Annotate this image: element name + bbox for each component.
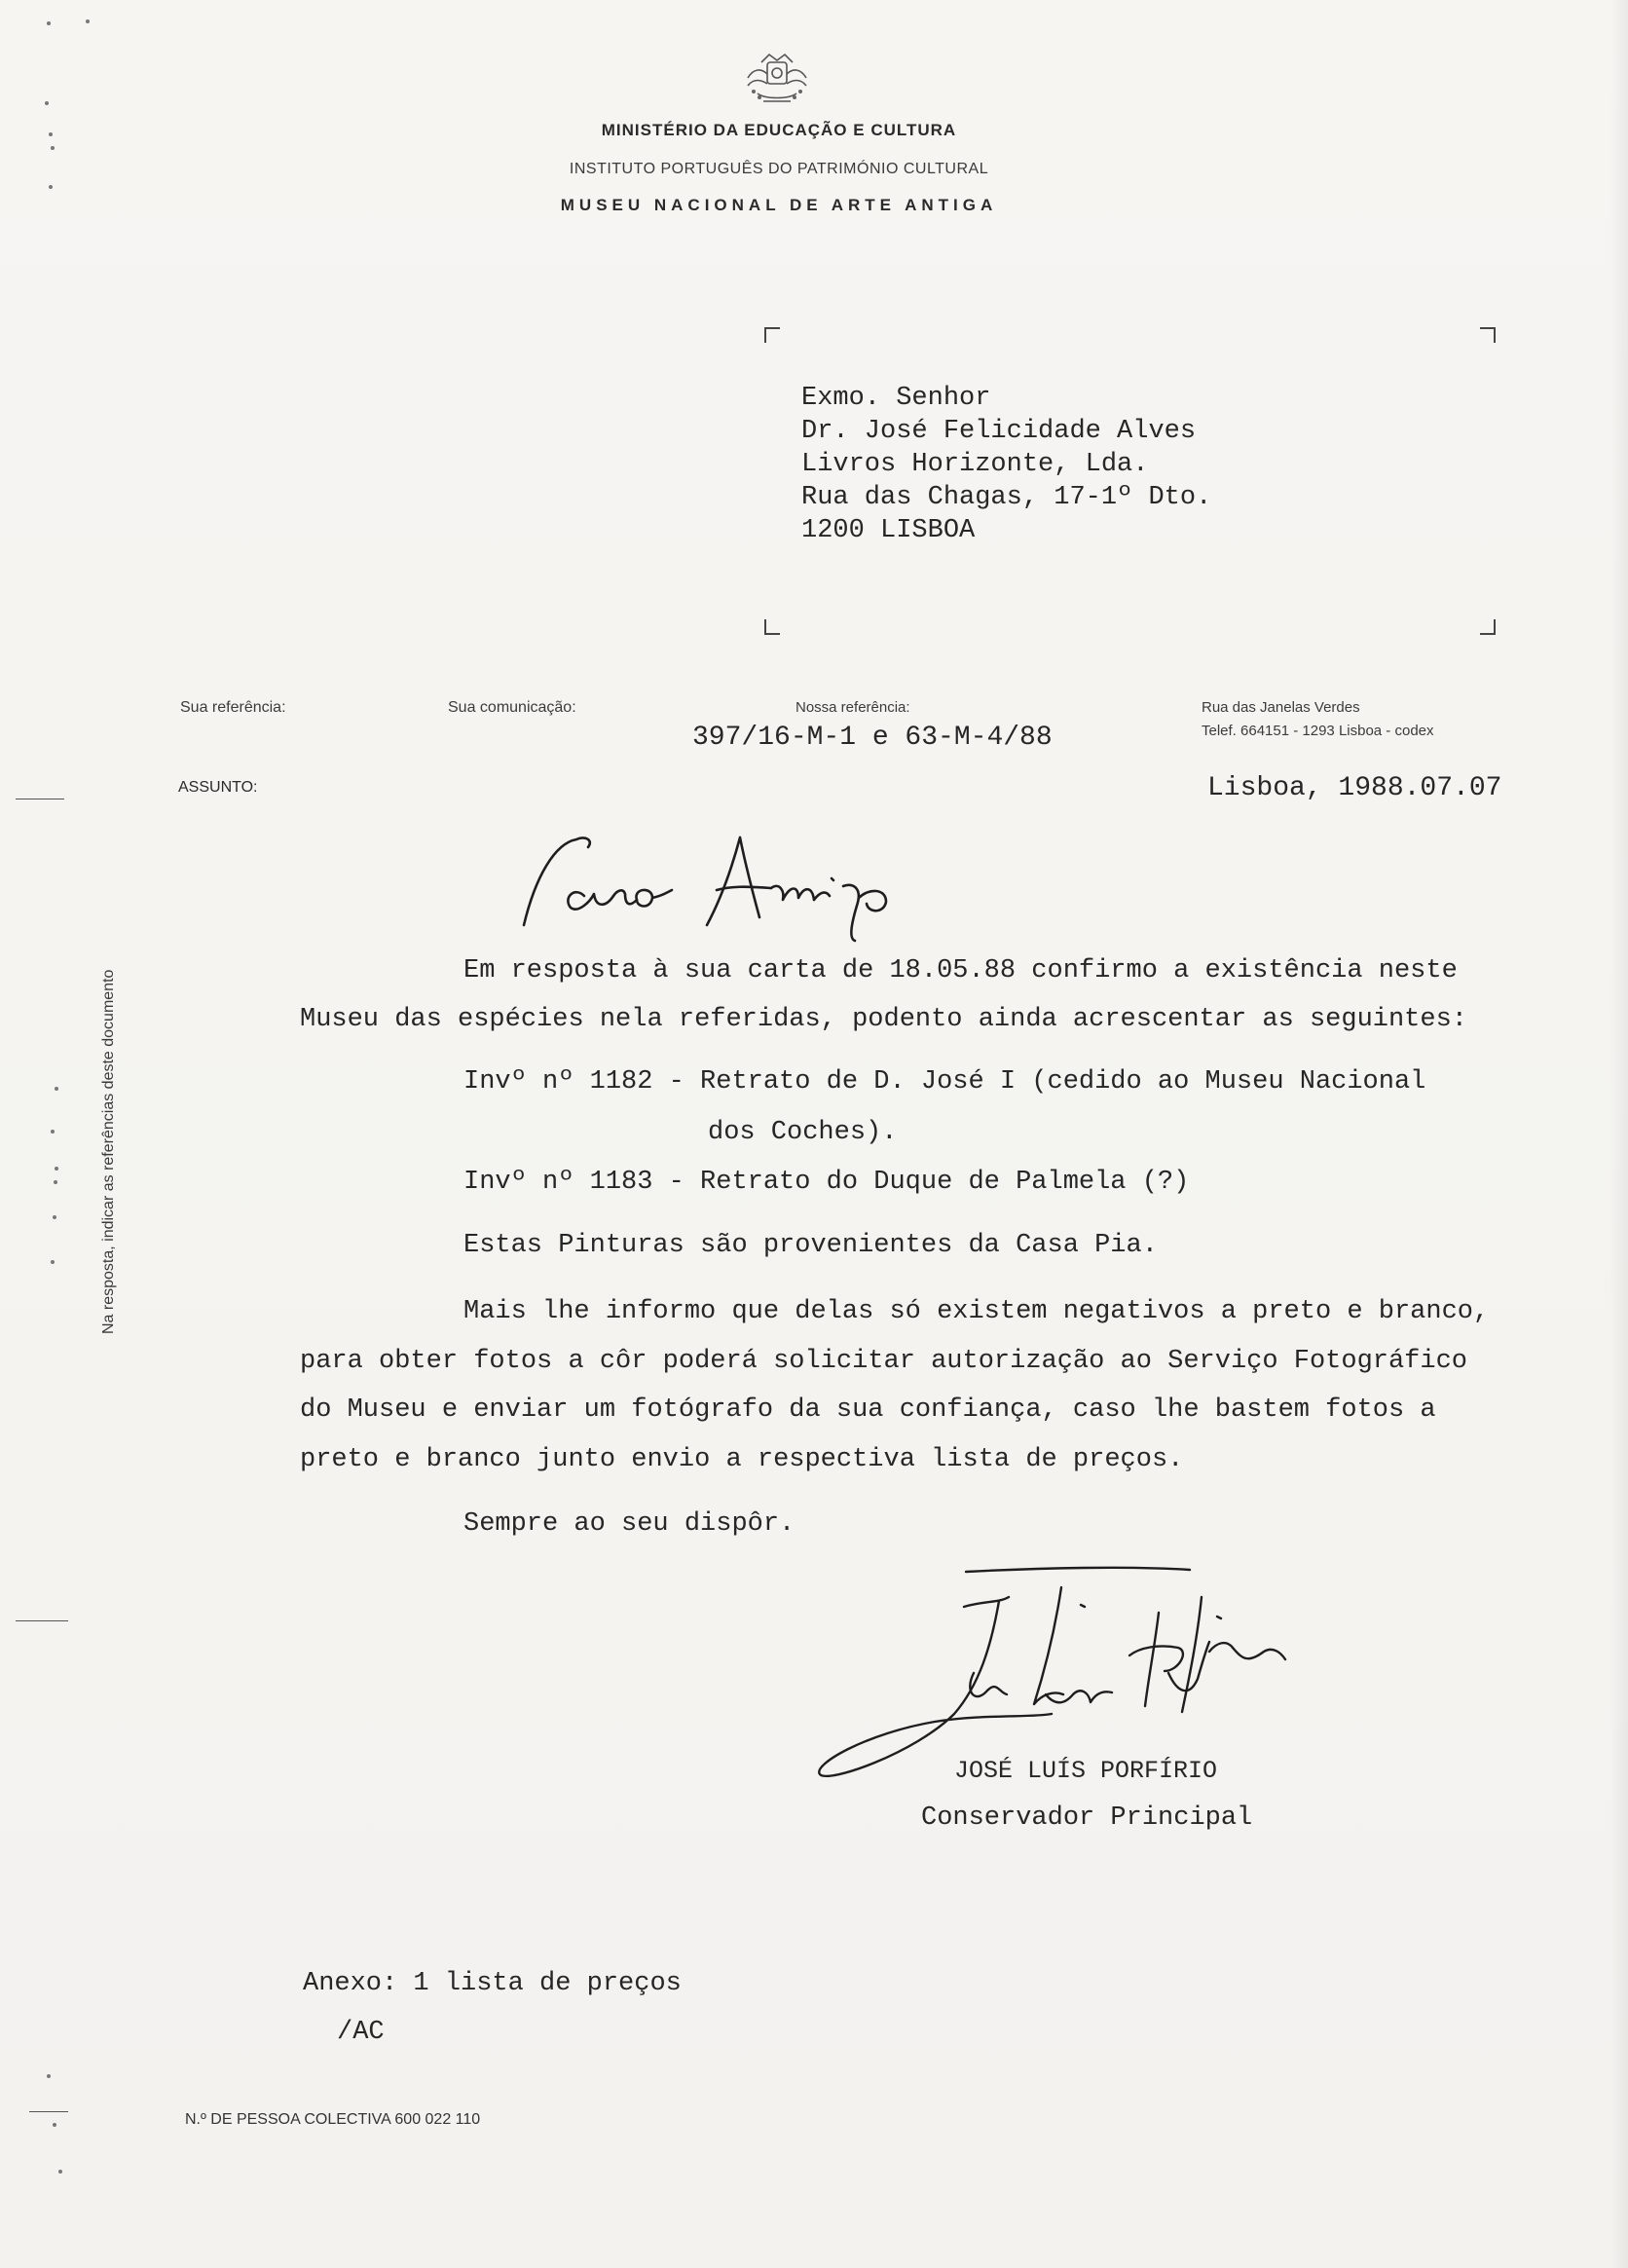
paper-speck	[86, 19, 90, 23]
address-corner-mark	[764, 619, 780, 635]
paragraph-line: para obter fotos a côr poderá solicitar autorização ao Serviço Fotográfico	[300, 1347, 1467, 1376]
paragraph-line: Estas Pinturas são provenientes da Casa Pia.	[463, 1231, 1158, 1260]
paper-speck	[53, 2123, 56, 2127]
paper-speck	[53, 1215, 56, 1219]
signatory-name: JOSÉ LUÍS PORFÍRIO	[954, 1757, 1218, 1785]
assunto-label: ASSUNTO:	[178, 779, 258, 796]
address-corner-mark	[1480, 619, 1496, 635]
paper-speck	[55, 1167, 58, 1171]
recipient-line: 1200 LISBOA	[801, 516, 976, 545]
paper-speck	[49, 185, 53, 189]
nossa-referencia-value: 397/16-M-1 e 63-M-4/88	[692, 723, 1053, 753]
paragraph-line: Museu das espécies nela referidas, podento ainda acrescentar as seguintes:	[300, 1005, 1467, 1034]
paper-speck	[55, 1087, 58, 1091]
signatory-title: Conservador Principal	[921, 1803, 1253, 1833]
sua-comunicacao-label: Sua comunicação:	[448, 699, 576, 716]
fold-mark	[16, 1620, 68, 1621]
paper-speck	[47, 21, 51, 25]
museum-phone: Telef. 664151 - 1293 Lisboa - codex	[1202, 723, 1434, 739]
inventory-item: Invº nº 1183 - Retrato do Duque de Palmela (?)	[463, 1168, 1190, 1197]
annex-line: Anexo: 1 lista de preços	[303, 1969, 682, 1998]
pessoa-colectiva-number: N.º DE PESSOA COLECTIVA 600 022 110	[185, 2111, 481, 2128]
coat-of-arms-icon	[740, 49, 814, 111]
fold-mark	[29, 2111, 68, 2112]
closing-line: Sempre ao seu dispôr.	[463, 1509, 796, 1539]
paper-speck	[47, 2074, 51, 2078]
inventory-item: Invº nº 1182 - Retrato de D. José I (cedido ao Museu Nacional	[463, 1067, 1426, 1097]
paper-speck	[51, 1130, 55, 1134]
paragraph-line: Mais lhe informo que delas só existem negativos a preto e branco,	[463, 1297, 1490, 1326]
paragraph-line: preto e branco junto envio a respectiva lista de preços.	[300, 1445, 1184, 1474]
sua-referencia-label: Sua referência:	[180, 699, 286, 716]
recipient-line: Livros Horizonte, Lda.	[801, 450, 1149, 479]
typist-initials: /AC	[337, 2018, 385, 2047]
recipient-line: Dr. José Felicidade Alves	[801, 417, 1197, 446]
address-corner-mark	[764, 327, 780, 343]
handwritten-salutation	[516, 818, 1032, 945]
margin-reference-note: Na resposta, indicar as referências deste documento	[100, 969, 117, 1334]
museum-street: Rua das Janelas Verdes	[1202, 699, 1360, 716]
paragraph-line: Em resposta à sua carta de 18.05.88 confirmo a existência neste	[463, 956, 1458, 985]
address-corner-mark	[1480, 327, 1496, 343]
institute-heading: INSTITUTO PORTUGUÊS DO PATRIMÓNIO CULTURAL	[569, 161, 989, 177]
ministry-heading: MINISTÉRIO DA EDUCAÇÃO E CULTURA	[601, 121, 957, 139]
museum-heading: MUSEU NACIONAL DE ARTE ANTIGA	[560, 196, 998, 214]
paper-speck	[54, 1180, 57, 1184]
recipient-line: Exmo. Senhor	[801, 384, 991, 413]
paragraph-line: do Museu e enviar um fotógrafo da sua confiança, caso lhe bastem fotos a	[300, 1395, 1436, 1425]
recipient-line: Rua das Chagas, 17-1º Dto.	[801, 483, 1212, 512]
paper-speck	[51, 1260, 55, 1264]
paper-speck	[45, 101, 49, 105]
inventory-item-cont: dos Coches).	[708, 1118, 898, 1147]
paper-speck	[58, 2170, 62, 2174]
paper-speck	[51, 146, 55, 150]
letter-date: Lisboa, 1988.07.07	[1207, 773, 1502, 803]
nossa-referencia-label: Nossa referência:	[796, 699, 910, 716]
